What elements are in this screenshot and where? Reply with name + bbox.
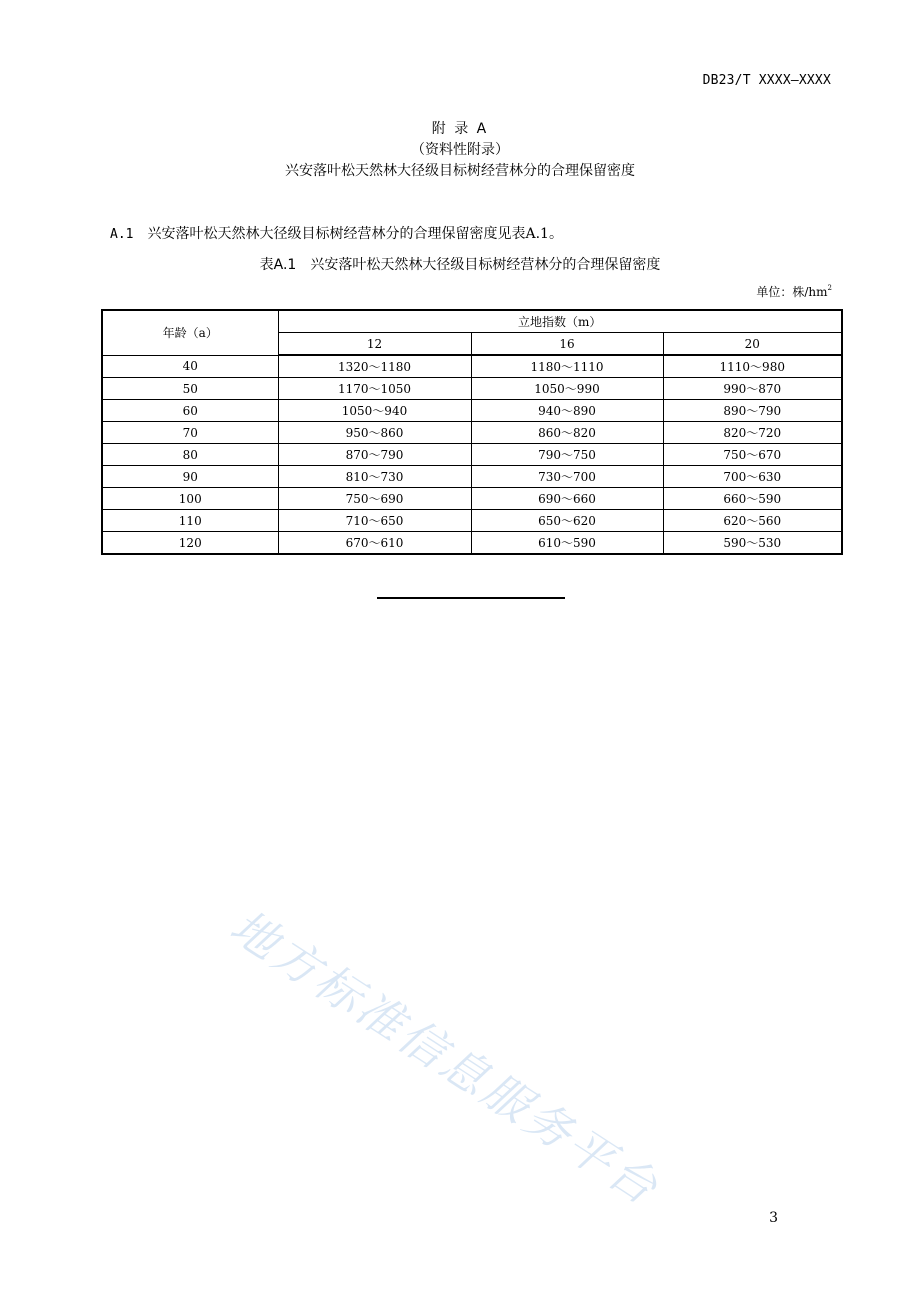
- density-cell: 750～670: [663, 444, 842, 466]
- density-cell: 660～590: [663, 488, 842, 510]
- density-cell: 940～890: [471, 400, 663, 422]
- density-cell: 810～730: [278, 466, 471, 488]
- density-cell: 1050～990: [471, 378, 663, 400]
- page-number: 3: [769, 1210, 778, 1226]
- table-row: [102, 444, 842, 466]
- site-index-header: 立地指数（m）: [278, 310, 842, 333]
- table-row: [102, 532, 842, 555]
- density-cell: 610～590: [471, 532, 663, 555]
- table-title-text: 兴安落叶松天然林大径级目标树经营林分的合理保留密度: [310, 257, 661, 273]
- age-cell: 100: [102, 488, 278, 510]
- unit-text: 单位：株/hm: [756, 285, 828, 299]
- unit-superscript: 2: [827, 284, 832, 292]
- table-row: [102, 355, 842, 378]
- density-cell: 790～750: [471, 444, 663, 466]
- appendix-title: 附 录 A: [431, 121, 489, 137]
- density-cell: 1050～940: [278, 400, 471, 422]
- age-cell: 50: [102, 378, 278, 400]
- table-row: [102, 510, 842, 532]
- density-cell: 950～860: [278, 422, 471, 444]
- table-number: 表A.1: [259, 257, 297, 273]
- table-header-row: [102, 310, 842, 333]
- density-cell: 870～790: [278, 444, 471, 466]
- document-id: DB23/T XXXX—XXXX: [702, 73, 831, 88]
- density-cell: 990～870: [663, 378, 842, 400]
- density-cell: 590～530: [663, 532, 842, 555]
- density-cell: 820～720: [663, 422, 842, 444]
- density-table: [101, 309, 843, 555]
- density-cell: 710～650: [278, 510, 471, 532]
- table-row: [102, 400, 842, 422]
- table-title: [0, 254, 920, 274]
- end-rule: [377, 597, 565, 599]
- density-cell: 860～820: [471, 422, 663, 444]
- density-cell: 1180～1110: [471, 355, 663, 378]
- density-cell: 1170～1050: [278, 378, 471, 400]
- clause-text: 兴安落叶松天然林大径级目标树经营林分的合理保留密度见表A.1。: [147, 226, 563, 242]
- age-header: 年龄（a）: [102, 310, 278, 355]
- density-cell: 690～660: [471, 488, 663, 510]
- age-cell: 70: [102, 422, 278, 444]
- appendix-type: （资料性附录）: [411, 142, 509, 158]
- appendix-name: 兴安落叶松天然林大径级目标树经营林分的合理保留密度: [285, 163, 635, 179]
- clause-number: A.1: [110, 227, 134, 242]
- age-cell: 40: [102, 355, 278, 378]
- site-index-12: 12: [278, 333, 471, 356]
- density-cell: 730～700: [471, 466, 663, 488]
- density-cell: 700～630: [663, 466, 842, 488]
- table-row: [102, 422, 842, 444]
- density-cell: 1320～1180: [278, 355, 471, 378]
- site-index-20: 20: [663, 333, 842, 356]
- density-cell: 750～690: [278, 488, 471, 510]
- density-cell: 620～560: [663, 510, 842, 532]
- age-cell: 90: [102, 466, 278, 488]
- density-cell: 670～610: [278, 532, 471, 555]
- watermark: 地方标准信息服务平台: [220, 898, 670, 1217]
- density-cell: 890～790: [663, 400, 842, 422]
- age-cell: 80: [102, 444, 278, 466]
- density-cell: 650～620: [471, 510, 663, 532]
- density-cell: 1110～980: [663, 355, 842, 378]
- table-row: [102, 466, 842, 488]
- table-row: [102, 488, 842, 510]
- age-cell: 120: [102, 532, 278, 555]
- table-unit: [756, 283, 832, 300]
- clause-a1: [110, 223, 563, 243]
- age-cell: 110: [102, 510, 278, 532]
- age-cell: 60: [102, 400, 278, 422]
- table-row: [102, 378, 842, 400]
- site-index-16: 16: [471, 333, 663, 356]
